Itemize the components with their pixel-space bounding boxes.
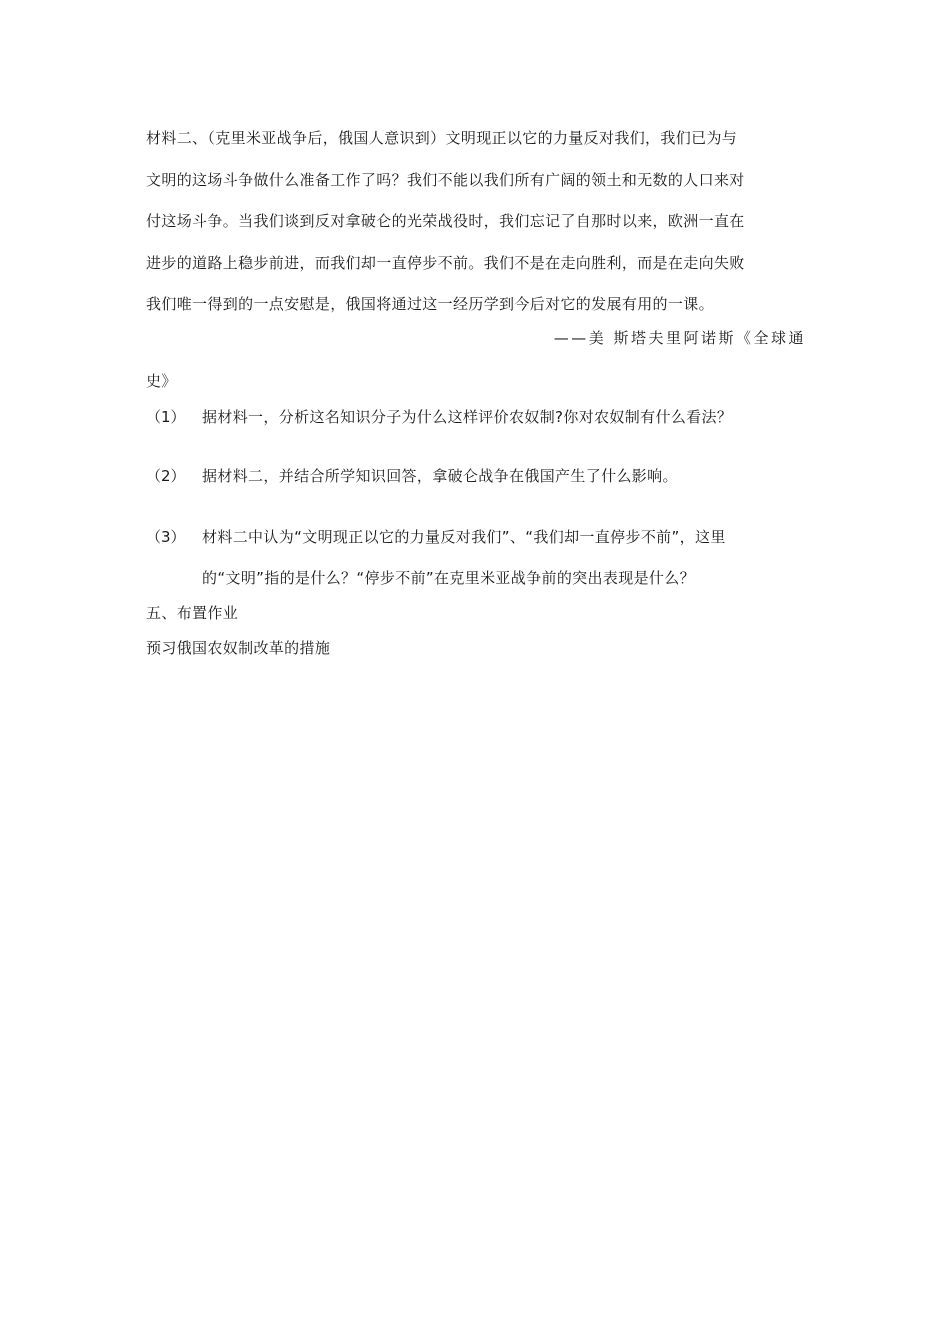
question-1-text: 据材料一，分析这名知识分子为什么这样评价农奴制?你对农奴制有什么看法？: [202, 408, 733, 426]
question-3-text: 材料二中认为“文明现正以它的力量反对我们”、“我们却一直停步不前”，这里: [202, 528, 726, 546]
homework-heading: 五、布置作业: [146, 604, 239, 622]
question-2-text: 据材料二，并结合所学知识回答，拿破仑战争在俄国产生了什么影响。: [202, 467, 678, 485]
source-attribution: ——美 斯塔夫里阿诺斯《全球通: [553, 329, 806, 347]
source-attribution-continued: 史》: [146, 372, 177, 390]
material2-line-2: 文明的这场斗争做什么准备工作了吗？我们不能以我们所有广阔的领土和无数的人口来对: [146, 171, 745, 189]
material2-line-4: 进步的道路上稳步前进，而我们却一直停步不前。我们不是在走向胜利，而是在走向失败: [146, 254, 745, 272]
question-1-number: （1）: [146, 408, 186, 426]
material2-line-5: 我们唯一得到的一点安慰是，俄国将通过这一经历学到今后对它的发展有用的一课。: [146, 295, 714, 313]
homework-content: 预习俄国农奴制改革的措施: [146, 639, 331, 657]
question-2-number: （2）: [146, 467, 186, 485]
material2-line-1: 材料二、（克里米亚战争后，俄国人意识到）文明现正以它的力量反对我们，我们已为与: [146, 129, 738, 147]
material2-line-3: 付这场斗争。当我们谈到反对拿破仑的光荣战役时，我们忘记了自那时以来，欧洲一直在: [146, 212, 745, 230]
question-3-continuation: 的“文明”指的是什么？“停步不前”在克里米亚战争前的突出表现是什么？: [202, 569, 695, 587]
question-3-number: （3）: [146, 528, 186, 546]
